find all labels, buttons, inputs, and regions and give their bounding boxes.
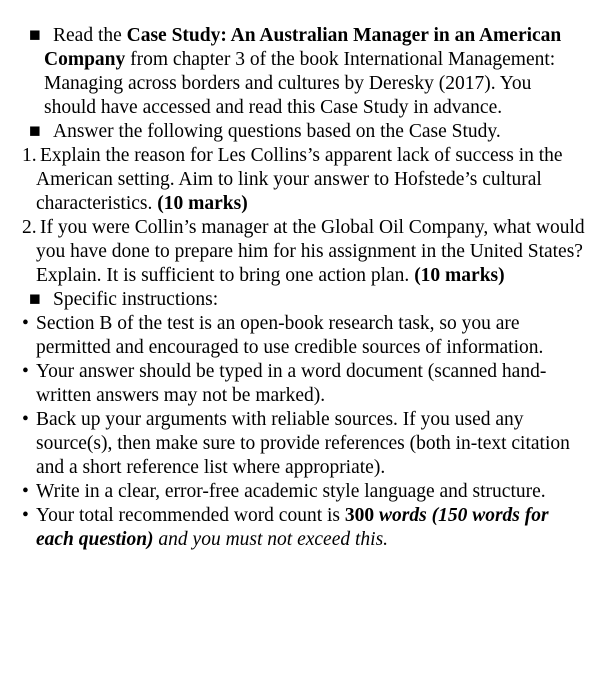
dot-bullet-icon: • [22,361,29,382]
text-segment: words (150 words for each question) [36,505,549,550]
text-segment: Your answer should be typed in a word document (scanned hand-written answers may not be marked). [36,361,547,406]
item-text [36,144,588,216]
dot-bullet-icon: • [22,505,29,526]
item-text [36,216,588,288]
text-segment: Section B of the test is an open-book research task, so you are permitted and encouraged to use credible sources of information. [36,313,544,358]
text-segment: If you were Collin’s manager at the Global Oil Company, what would you have done to prepare him for his assignment in the United States? Explain. It is sufficient to bring one action plan. [36,217,585,286]
text-segment: Case Study: An Australian Manager in an American Company [44,25,562,70]
square-bullet-icon: ■ [29,25,41,46]
dot-bullet-icon: • [22,313,29,334]
item-text [44,120,588,144]
text-segment: (10 marks) [414,265,505,286]
list-item [0,312,588,360]
item-text [36,360,588,408]
text-segment: Specific instructions: [53,289,219,310]
dot-bullet-icon: • [22,481,29,502]
text-segment: Back up your arguments with reliable sources. If you used any source(s), then make sure to provide references (both in-text citation and a short reference list where appropriate). [36,409,570,478]
list-item [0,144,588,216]
list-item [0,408,588,480]
square-bullet-icon: ■ [29,121,41,142]
item-text [44,24,588,120]
dot-bullet-icon: • [22,409,29,430]
document-body [0,24,588,552]
list-item [0,288,588,312]
list-item [0,504,588,552]
item-text [44,288,588,312]
text-segment: and you must not exceed this. [153,529,389,550]
list-item [0,360,588,408]
text-segment: 300 [344,505,375,526]
item-text [36,312,588,360]
text-segment: Your total recommended word count is [36,505,345,526]
text-segment: Write in a clear, error-free academic style language and structure. [36,481,546,502]
list-item [0,120,588,144]
text-segment: Explain the reason for Les Collins’s apparent lack of success in the American setting. Aim to link your answer to Hofstede’s cultural characteristics. [36,145,563,214]
text-segment: (10 marks) [157,193,248,214]
list-number: 1. [22,145,37,166]
item-text [36,480,588,504]
text-segment: Read the [53,25,127,46]
list-number: 2. [22,217,37,238]
text-segment: Answer the following questions based on the Case Study. [53,121,501,142]
list-item [0,216,588,288]
list-item [0,24,588,120]
item-text [36,408,588,480]
item-text [36,504,588,552]
square-bullet-icon: ■ [29,289,41,310]
text-segment: from chapter 3 of the book International Management: Managing across borders and cultures by Deresky (2017). You should have accessed and read this Case Study in advance. [44,49,556,118]
list-item [0,480,588,504]
